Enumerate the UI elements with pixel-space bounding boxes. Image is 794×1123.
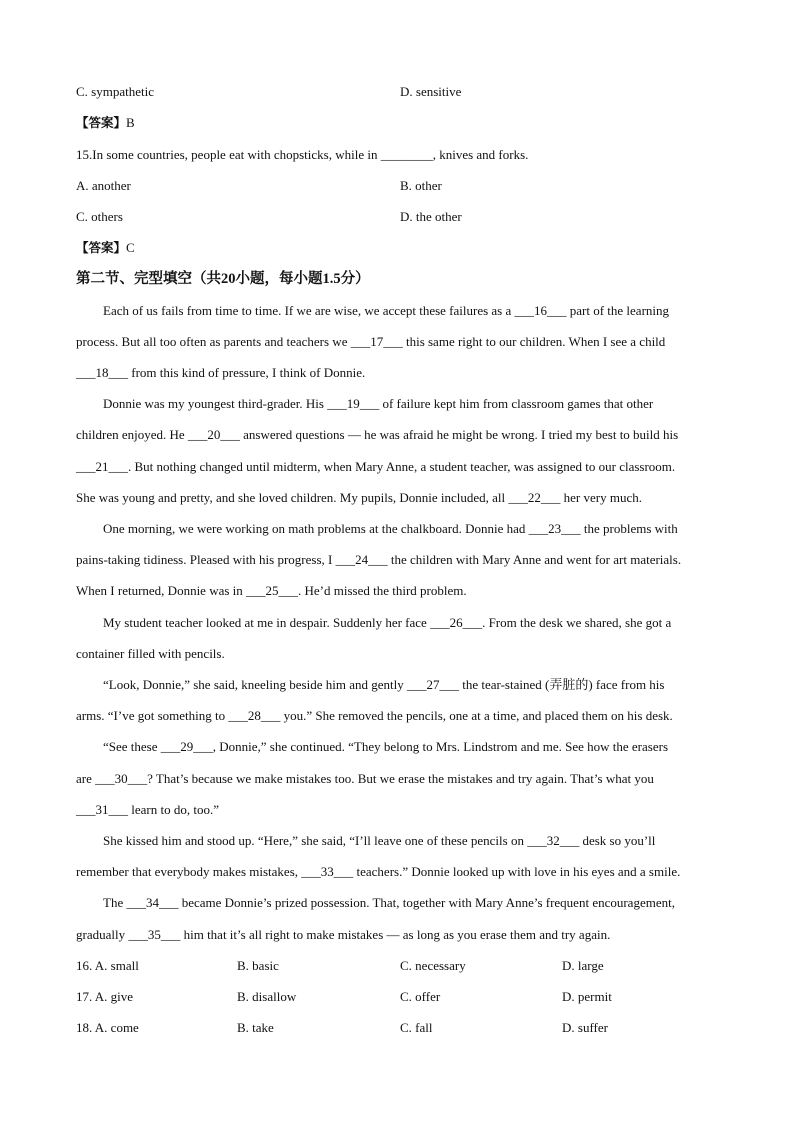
passage-line: My student teacher looked at me in despair. Suddenly her face ___26___. From the desk we shared, she got a xyxy=(103,615,672,630)
answer-label: 【答案】 xyxy=(76,240,127,255)
passage-line: container filled with pencils. xyxy=(76,646,225,661)
q16-option-a: 16. A. small xyxy=(76,958,139,973)
q17-option-a: 17. A. give xyxy=(76,989,134,1004)
q16-option-c: C. necessary xyxy=(400,958,466,973)
passage-line: ___31___ learn to do, too.” xyxy=(76,802,219,817)
passage-line: She kissed him and stood up. “Here,” she said, “I’ll leave one of these pencils on ___32___ desk so you’ll xyxy=(103,833,656,848)
q18-option-b: B. take xyxy=(237,1020,274,1035)
passage-line: “See these ___29___, Donnie,” she continued. “They belong to Mrs. Lindstrom and me. See how the erasers xyxy=(103,739,668,754)
passage-line: When I returned, Donnie was in ___25___. He’d missed the third problem. xyxy=(76,583,467,598)
heading-number: 1.5 xyxy=(322,271,341,287)
q15-option-a: A. another xyxy=(76,178,131,193)
q15-option-b: B. other xyxy=(400,178,442,193)
answer-value: B xyxy=(126,115,135,130)
q15-stem: 15.In some countries, people eat with chopsticks, while in ________, knives and forks. xyxy=(76,147,529,162)
passage-line: Donnie was my youngest third-grader. His ___19___ of failure kept him from classroom games that other xyxy=(103,396,654,411)
passage-line: process. But all too often as parents and teachers we ___17___ this same right to our children. When I see a child xyxy=(76,334,666,349)
q14-answer xyxy=(76,115,736,131)
q16-option-d: D. large xyxy=(562,958,604,973)
passage-line: ___18___ from this kind of pressure, I think of Donnie. xyxy=(76,365,366,380)
q15-option-d: D. the other xyxy=(400,209,462,224)
q15-option-c: C. others xyxy=(76,209,123,224)
passage-line: Each of us fails from time to time. If we are wise, we accept these failures as a ___16___ part of the learning xyxy=(103,303,670,318)
answer-value: C xyxy=(126,240,135,255)
q18-option-c: C. fall xyxy=(400,1020,433,1035)
heading-part: 小题，每小题 xyxy=(235,271,323,287)
q14-option-d: D. sensitive xyxy=(400,84,462,99)
passage-line: The ___34___ became Donnie’s prized possession. That, together with Mary Anne’s frequent encouragement, xyxy=(103,895,675,910)
q15-answer xyxy=(76,240,736,256)
passage-line: remember that everybody makes mistakes, ___33___ teachers.” Donnie looked up with love in his eyes and a smile. xyxy=(76,864,681,879)
q17-option-d: D. permit xyxy=(562,989,612,1004)
passage-line: pains-taking tidiness. Pleased with his progress, I ___24___ the children with Mary Anne and went for art materials. xyxy=(76,552,682,567)
passage-line: One morning, we were working on math problems at the chalkboard. Donnie had ___23___ the problems with xyxy=(103,521,678,536)
heading-part: 分） xyxy=(340,271,370,287)
passage-line: are ___30___? That’s because we make mistakes too. But we erase the mistakes and try again. That’s what you xyxy=(76,771,654,786)
passage-line: gradually ___35___ him that it’s all right to make mistakes — as long as you erase them and try again. xyxy=(76,927,611,942)
q17-option-b: B. disallow xyxy=(237,989,297,1004)
section-heading xyxy=(76,269,736,289)
answer-label: 【答案】 xyxy=(76,115,127,130)
q18-option-a: 18. A. come xyxy=(76,1020,139,1035)
q16-option-b: B. basic xyxy=(237,958,279,973)
passage-line: She was young and pretty, and she loved children. My pupils, Donnie included, all ___22___ her very much. xyxy=(76,490,642,505)
q14-option-c: C. sympathetic xyxy=(76,84,154,99)
passage-line: ___21___. But nothing changed until midterm, when Mary Anne, a student teacher, was assigned to our classroom. xyxy=(76,459,676,474)
heading-number: 20 xyxy=(221,271,236,287)
q18-option-d: D. suffer xyxy=(562,1020,608,1035)
passage-line: children enjoyed. He ___20___ answered questions — he was afraid he might be wrong. I tried my best to build his xyxy=(76,427,679,442)
passage-line: “Look, Donnie,” she said, kneeling beside him and gently ___27___ the tear-stained (弄脏的) face from his xyxy=(103,677,665,692)
passage-line: arms. “I’ve got something to ___28___ you.” She removed the pencils, one at a time, and placed them on his desk. xyxy=(76,708,673,723)
heading-part: 第二节、完型填空（共 xyxy=(76,271,221,287)
q17-option-c: C. offer xyxy=(400,989,441,1004)
